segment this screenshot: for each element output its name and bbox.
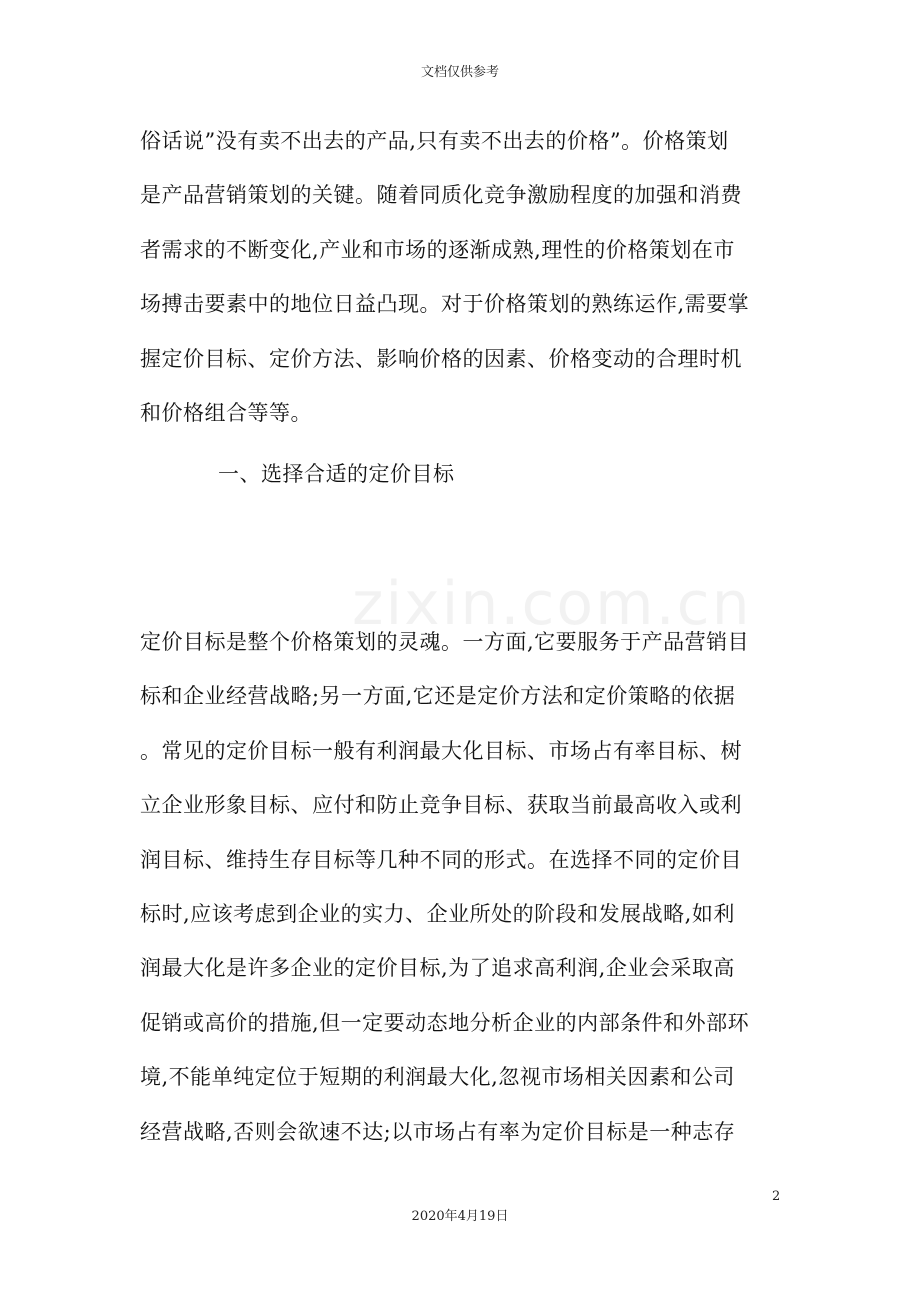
- paragraph-2-line: 标时,应该考虑到企业的实力、企业所处的阶段和发展战略,如利: [140, 902, 735, 927]
- paragraph-2-line: 润目标、维持生存目标等几种不同的形式。在选择不同的定价目: [140, 847, 742, 872]
- paragraph-2-line: 。常见的定价目标一般有利润最大化目标、市场占有率目标、树: [140, 738, 742, 763]
- paragraph-2-line: 境,不能单纯定位于短期的利润最大化,忽视市场相关因素和公司: [140, 1065, 735, 1090]
- page-header: 文档仅供参考: [420, 65, 499, 80]
- paragraph-1-line: 者需求的不断变化,产业和市场的逐渐成熟,理性的价格策划在市: [140, 237, 735, 262]
- paragraph-2-line: 促销或高价的措施,但一定要动态地分析企业的内部条件和外部环: [140, 1010, 750, 1035]
- watermark: zixin.com.cn: [352, 569, 752, 639]
- section-heading: 一、选择合适的定价目标: [218, 462, 455, 486]
- paragraph-1-line: 俗话说”没有卖不出去的产品,只有卖不出去的价格”。价格策划: [140, 129, 729, 153]
- paragraph-2-line: 经营战略,否则会欲速不达;以市场占有率为定价目标是一种志存: [140, 1119, 736, 1144]
- paragraph-1-line: 场搏击要素中的地位日益凸现。对于价格策划的熟练运作,需要掌: [140, 292, 750, 317]
- paragraph-1-line: 是产品营销策划的关键。随着同质化竞争激励程度的加强和消费: [140, 183, 742, 208]
- paragraph-2-line: 定价目标是整个价格策划的灵魂。一方面,它要服务于产品营销目: [140, 630, 750, 654]
- paragraph-2: [140, 615, 780, 1159]
- paragraph-1: [140, 114, 780, 440]
- paragraph-2-line: 立企业形象目标、应付和防止竞争目标、获取当前最高收入或利: [140, 793, 742, 818]
- paragraph-2-line: 润最大化是许多企业的定价目标,为了追求高利润,企业会采取高: [140, 956, 735, 981]
- paragraph-1-line: 和价格组合等等。: [140, 401, 312, 426]
- paragraph-1-line: 握定价目标、定价方法、影响价格的因素、价格变动的合理时机: [140, 346, 742, 371]
- page-number: 2: [772, 1189, 781, 1204]
- footer-date: 2020年4月19日: [411, 1209, 509, 1224]
- paragraph-2-line: 标和企业经营战略;另一方面,它还是定价方法和定价策略的依据: [140, 684, 736, 709]
